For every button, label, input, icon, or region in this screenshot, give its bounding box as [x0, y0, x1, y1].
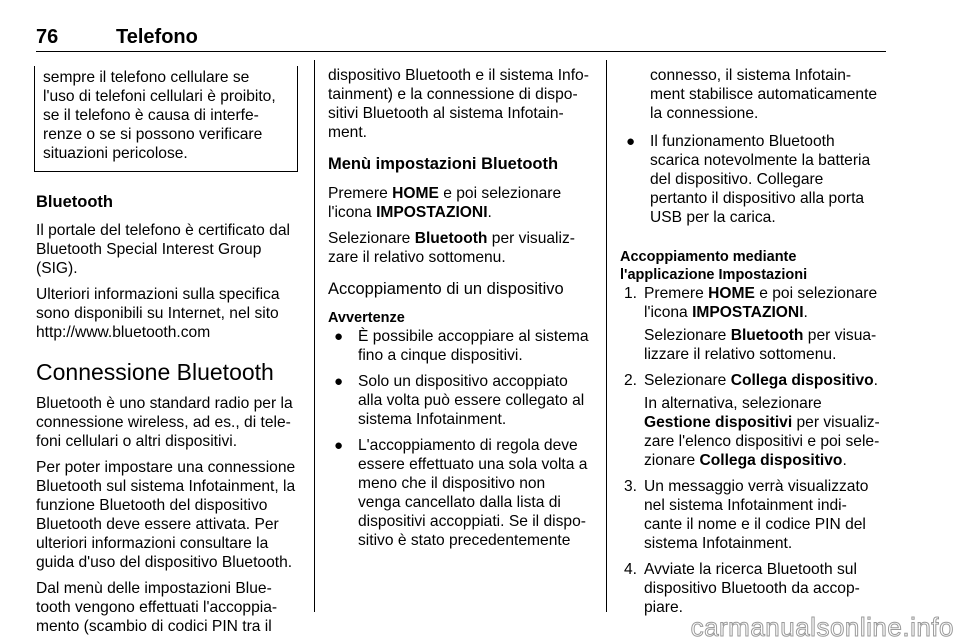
- page-title: Telefono: [116, 26, 198, 48]
- home-key-label: HOME: [392, 185, 439, 202]
- bullet-icon: ●: [334, 373, 344, 390]
- page-number: 76: [36, 26, 59, 48]
- connection-paragraph: Dal menù delle impostazioni Blue-tooth vengono effettuati l'accoppia-mento (scambio di codici PIN tra il: [36, 580, 278, 635]
- notes-heading: Avvertenze: [328, 310, 405, 326]
- page-header: [36, 24, 886, 54]
- bluetooth-paragraph: Ulteriori informazioni sulla specifica sono disponibili su Internet, nel sito http://www.bluetooth.com: [36, 286, 280, 341]
- warning-line: sempre il telefono cellulare se: [43, 69, 250, 86]
- notes-list: [328, 327, 592, 550]
- app-pairing-heading: Accoppiamento mediante l'applicazione Impostazioni: [620, 249, 808, 283]
- list-item: ● L'accoppiamento di regola deve essere effettuato una sola volta a meno che il dispositivo non venga cancellato dalla lista di dispositivi accoppiati. Se il dispo-sitivo è stato precedentemente: [334, 437, 588, 549]
- warning-line: renze o se si possono verificare: [43, 126, 263, 143]
- list-item: ● Solo un dispositivo accoppiato alla volta può essere collegato al sistema Infotainment.: [334, 373, 585, 428]
- warning-box: [34, 66, 298, 172]
- connection-paragraph: Bluetooth è uno standard radio per la connessione wireless, ad es., di tele-foni cellulari o altri dispositivi.: [36, 395, 293, 450]
- bluetooth-heading: Bluetooth: [36, 193, 113, 211]
- column-1: [36, 66, 300, 643]
- bullet-icon: ●: [626, 133, 636, 150]
- menu-heading: Menù impostazioni Bluetooth: [328, 155, 559, 173]
- bluetooth-label: Bluetooth: [414, 230, 488, 247]
- warning-line: l'uso di telefoni cellulari è proibito,: [43, 88, 276, 105]
- step-item: 2. Selezionare Collega dispositivo. In alternativa, selezionare Gestione dispositivi per visualiz-zare l'elenco dispositivi e poi sele-zionare Collega dispositivo.: [624, 372, 880, 469]
- list-item: ● È possibile accoppiare al sistema fino a cinque dispositivi.: [334, 328, 589, 364]
- pairing-heading: Accoppiamento di un dispositivo: [328, 280, 564, 298]
- step-item: 1. Premere HOME e poi selezionare l'icona IMPOSTAZIONI. Selezionare Bluetooth per visua-lizzare il relativo sottomenu.: [624, 285, 878, 363]
- column-2: [328, 66, 592, 557]
- menu-paragraph-2: Selezionare Bluetooth per visualiz-zare il relativo sottomenu.: [328, 230, 575, 266]
- warning-line: se il telefono è causa di interfe-: [43, 107, 259, 124]
- warning-line: situazioni pericolose.: [43, 145, 188, 162]
- column-3: [620, 66, 884, 624]
- list-item: ● Il funzionamento Bluetooth scarica notevolmente la batteria del dispositivo. Collegare pertanto il dispositivo alla porta USB per la carica.: [626, 133, 871, 226]
- bullet-icon: ●: [334, 328, 344, 345]
- bluetooth-paragraph: Il portale del telefono è certificato dal Bluetooth Special Interest Group (SIG).: [36, 222, 290, 277]
- header-rule: [36, 51, 886, 52]
- connection-heading: Connessione Bluetooth: [36, 359, 274, 385]
- watermark: carmanualsonline.info: [690, 612, 954, 642]
- column-divider-1: [314, 60, 315, 612]
- menu-paragraph-1: Premere HOME e poi selezionare l'icona IMPOSTAZIONI.: [328, 185, 562, 221]
- step-item: 3. Un messaggio verrà visualizzato nel sistema Infotainment indi-cante il nome e il codice PIN del sistema Infotainment.: [624, 478, 869, 552]
- settings-label: IMPOSTAZIONI: [376, 204, 488, 221]
- continued-bullet-text: connesso, il sistema Infotain-ment stabilisce automaticamente la connessione.: [650, 67, 878, 122]
- intro-paragraph: dispositivo Bluetooth e il sistema Info-tainment) e la connessione di dispo-sitivi Bluetooth al sistema Infotain-ment.: [328, 67, 589, 141]
- pairing-steps: [620, 284, 884, 617]
- column-divider-2: [606, 60, 607, 612]
- step-item: 4. Avviate la ricerca Bluetooth sul dispositivo Bluetooth da accop-piare.: [624, 561, 860, 616]
- bullet-icon: ●: [334, 437, 344, 454]
- connection-paragraph: Per poter impostare una connessione Bluetooth sul sistema Infotainment, la funzione Bluetooth del dispositivo Bluetooth deve essere attivata. Per ulteriori informazioni consultare la guida d'uso del dispositivo Bluetooth.: [36, 459, 296, 571]
- battery-note-list: [620, 132, 884, 227]
